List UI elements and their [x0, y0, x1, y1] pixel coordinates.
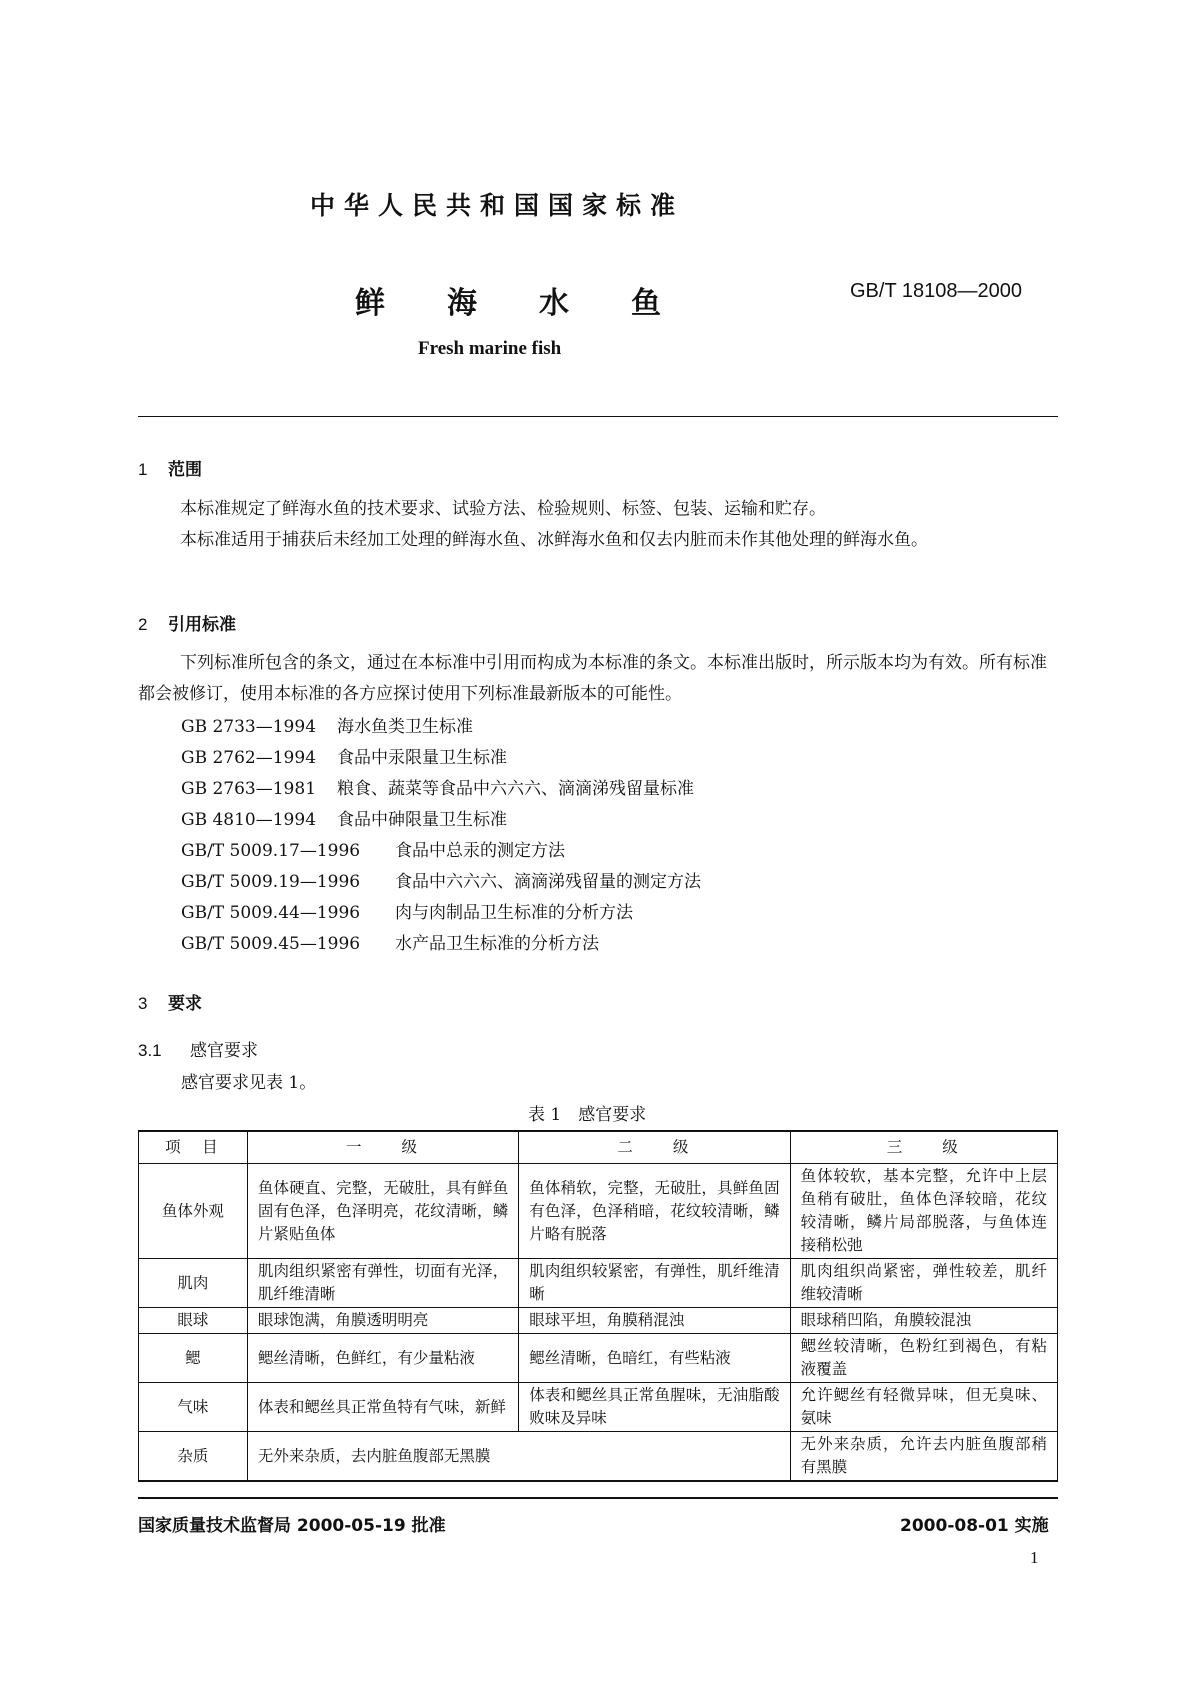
table-1-caption: 表 1 感官要求 [528, 1105, 647, 1125]
table-grade3-cell: 无外来杂质，允许去内脏鱼腹部稍有黑膜 [790, 1432, 1057, 1482]
reference-item [181, 929, 599, 954]
table-row [139, 1383, 1058, 1432]
reference-item [181, 867, 701, 892]
table-item-cell: 杂质 [139, 1432, 248, 1482]
table-grade2-cell: 眼球平坦，角膜稍混浊 [519, 1308, 790, 1334]
national-standard-title: 中华人民共和国国家标准 [310, 191, 685, 220]
footer-divider [138, 1497, 1058, 1499]
table-item-cell: 鱼体外观 [139, 1164, 248, 1259]
reference-title: 食品中总汞的测定方法 [395, 841, 565, 861]
table-grade3-cell: 允许鳃丝有轻微异味，但无臭味、氨味 [790, 1383, 1057, 1432]
subsection-3-1-heading [138, 1036, 258, 1061]
reference-item [181, 774, 694, 799]
reference-title: 食品中六六六、滴滴涕残留量的测定方法 [395, 872, 701, 892]
table-grade2-cell: 鳃丝清晰，色暗红，有些粘液 [519, 1334, 790, 1383]
page-number: 1 [1030, 1548, 1039, 1567]
sensory-requirements-table [138, 1130, 1058, 1482]
section-2-intro: 下列标准所包含的条文，通过在本标准中引用而构成为本标准的条文。本标准出版时，所示版本均为有效。所有标准都会被修订，使用本标准的各方应探讨使用下列标准最新版本的可能性。 [138, 653, 1047, 704]
reference-title: 肉与肉制品卫生标准的分析方法 [395, 903, 633, 923]
reference-item [181, 743, 507, 768]
subsection-3-1-text: 感官要求见表 1。 [181, 1073, 317, 1093]
table-grade1-cell: 鳃丝清晰，色鲜红，有少量粘液 [247, 1334, 518, 1383]
table-row [139, 1334, 1058, 1383]
effective-date: 2000-08-01 实施 [900, 1516, 1049, 1536]
reference-title: 食品中汞限量卫生标准 [337, 748, 507, 768]
reference-code: GB/T 5009.45—1996 [181, 934, 361, 954]
reference-item [181, 712, 473, 737]
table-row [139, 1432, 1058, 1482]
table-grade1-cell: 体表和鳃丝具正常鱼特有气味，新鲜 [247, 1383, 518, 1432]
section-2-title: 引用标准 [168, 615, 236, 635]
section-3-heading [138, 989, 202, 1014]
reference-code: GB 2763—1981 [181, 779, 317, 799]
section-1-paragraph-2: 本标准适用于捕获后未经加工处理的鲜海水鱼、冰鲜海水鱼和仅去内脏而未作其他处理的鲜海水鱼。 [180, 530, 928, 550]
table-item-cell: 眼球 [139, 1308, 248, 1334]
reference-title: 粮食、蔬菜等食品中六六六、滴滴涕残留量标准 [337, 779, 694, 799]
table-row [139, 1164, 1058, 1259]
table-grade3-cell: 肌肉组织尚紧密，弹性较差，肌纤维较清晰 [790, 1259, 1057, 1308]
table-item-cell: 肌肉 [139, 1259, 248, 1308]
reference-title: 海水鱼类卫生标准 [337, 717, 473, 737]
reference-title: 水产品卫生标准的分析方法 [395, 934, 599, 954]
table-grade1-cell: 肌肉组织紧密有弹性，切面有光泽，肌纤维清晰 [247, 1259, 518, 1308]
reference-title: 食品中砷限量卫生标准 [337, 810, 507, 830]
table-grade3-cell: 鱼体较软，基本完整，允许中上层鱼稍有破肚，鱼体色泽较暗，花纹较清晰，鳞片局部脱落，与鱼体连接稍松弛 [790, 1164, 1057, 1259]
section-1-paragraph-1: 本标准规定了鲜海水鱼的技术要求、试验方法、检验规则、标签、包装、运输和贮存。 [180, 499, 826, 519]
table-header-cell: 一 级 [247, 1131, 518, 1164]
section-2-number: 2 [138, 615, 148, 634]
approval-line: 国家质量技术监督局 2000-05-19 批准 [138, 1516, 446, 1536]
section-1-title: 范围 [168, 460, 202, 480]
table-item-cell: 气味 [139, 1383, 248, 1432]
reference-code: GB 2733—1994 [181, 717, 317, 737]
table-grade2-cell: 体表和鳃丝具正常鱼腥味，无油脂酸败味及异味 [519, 1383, 790, 1432]
table-header-cell: 项 目 [139, 1131, 248, 1164]
section-1-heading [138, 455, 202, 480]
reference-code: GB 2762—1994 [181, 748, 317, 768]
section-1-number: 1 [138, 460, 148, 479]
reference-item [181, 805, 507, 830]
table-grade2-cell: 肌肉组织较紧密，有弹性，肌纤维清晰 [519, 1259, 790, 1308]
reference-code: GB/T 5009.19—1996 [181, 872, 361, 892]
table-header-cell: 二 级 [519, 1131, 790, 1164]
header-divider [138, 416, 1058, 417]
reference-code: GB/T 5009.44—1996 [181, 903, 361, 923]
reference-item [181, 836, 565, 861]
reference-item [181, 898, 633, 923]
reference-code: GB 4810—1994 [181, 810, 317, 830]
table-grade3-cell: 鳃丝较清晰，色粉红到褐色，有粘液覆盖 [790, 1334, 1057, 1383]
document-english-title: Fresh marine fish [418, 338, 562, 359]
document-title: 鲜海水鱼 [355, 286, 723, 321]
section-2-heading [138, 610, 236, 635]
table-header-row [139, 1131, 1058, 1164]
table-grade3-cell: 眼球稍凹陷，角膜较混浊 [790, 1308, 1057, 1334]
section-3-title: 要求 [168, 994, 202, 1014]
subsection-3-1-title: 感官要求 [190, 1041, 258, 1061]
table-header-cell: 三 级 [790, 1131, 1057, 1164]
table-grade1-cell: 鱼体硬直、完整，无破肚，具有鲜鱼固有色泽，色泽明亮，花纹清晰，鳞片紧贴鱼体 [247, 1164, 518, 1259]
table-row [139, 1259, 1058, 1308]
table-grade1-cell: 眼球饱满，角膜透明明亮 [247, 1308, 518, 1334]
table-item-cell: 鳃 [139, 1334, 248, 1383]
table-grade12-cell: 无外来杂质，去内脏鱼腹部无黑膜 [247, 1432, 790, 1482]
table-grade2-cell: 鱼体稍软，完整，无破肚，具鲜鱼固有色泽，色泽稍暗，花纹较清晰，鳞片略有脱落 [519, 1164, 790, 1259]
document-code-text: GB/T 18108—2000 [850, 280, 1022, 302]
table-row [139, 1308, 1058, 1334]
reference-code: GB/T 5009.17—1996 [181, 841, 361, 861]
section-3-number: 3 [138, 994, 148, 1013]
document-code [850, 278, 1022, 303]
subsection-3-1-number: 3.1 [138, 1041, 162, 1060]
